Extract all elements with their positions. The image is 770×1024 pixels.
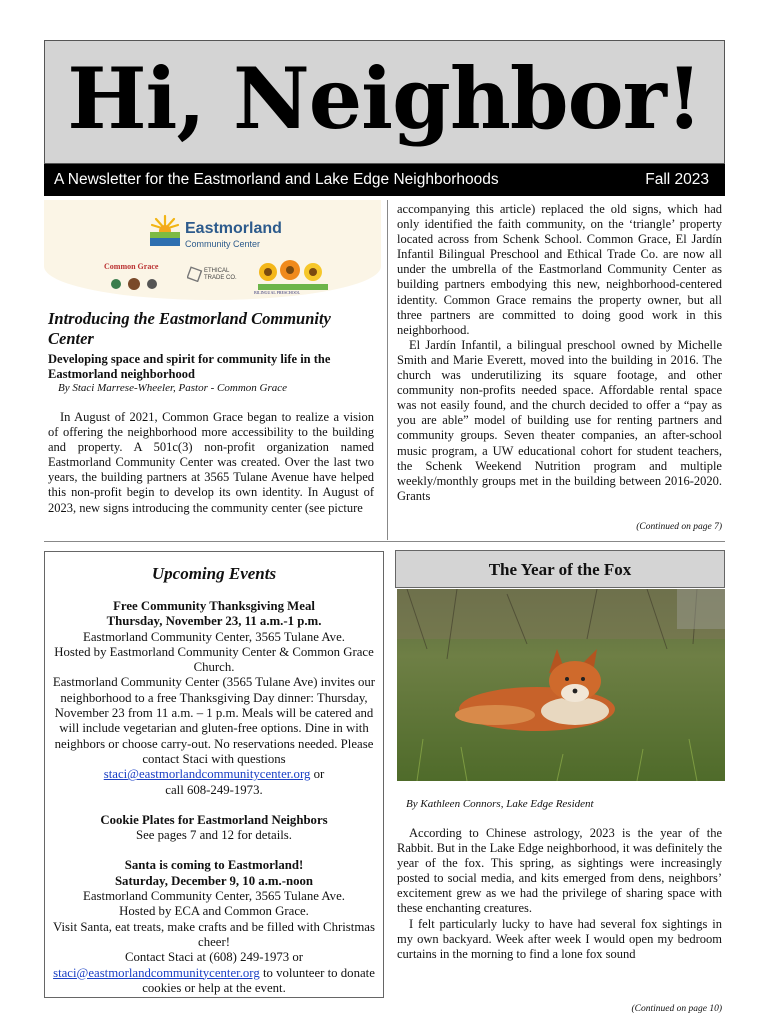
event-phone: call 608-249-1973. [165,782,263,797]
event-title: Free Community Thanksgiving Meal [113,599,315,613]
event-date: Saturday, December 9, 10 a.m.-noon [114,873,314,888]
feature-headline: Introducing the Eastmorland Community Center [48,309,331,348]
event-title: Cookie Plates for Eastmorland Neighbors [100,812,328,827]
section-divider [44,541,725,542]
event-contact: Contact Staci at (608) 249-1973 or [124,950,304,965]
fox-image-icon [397,589,725,781]
fox-continued: (Continued on page 10) [631,1004,722,1014]
email-link[interactable]: staci@eastmorlandcommunitycenter.org [53,965,260,980]
event-host: Hosted by ECA and Common Grace. [119,904,309,919]
fox-headline: The Year of the Fox [488,560,632,579]
event-contact [49,966,379,997]
fox-byline: By Kathleen Connors, Lake Edge Resident [406,798,594,810]
sunflower-logo-icon [258,258,328,290]
feature-paragraph: In August of 2021, Common Grace began to realize a vision of offering the neighborhood more accessibility to the building and property. A 501c(3) non-profit organization named Eastmorland Community Center was created. Over the last two years, the building partners at 3565 Tulane Avenue have helped this non-profit begin to develop its own identity. In August of 2023, new signs introducing the community center (see picture [48,410,374,515]
fox-photo [397,589,725,781]
eastmorland-logo-image [44,200,381,300]
feature-paragraph: El Jardín Infantil, a bilingual preschool owned by Michelle Smith and Marie Everett, moved into the building in 2016. The church was underutilizing its square footage, and other community non-profits needed space. Affordable rental space was not easily found, and the church decided to offer a “pay as you are able” model of building use for renting partners and community groups. Seven theater companies, an after-school music program, a UW educational cohort for student teachers, the Schenk Weekend Nutrition program and multiple weekly/monthly groups met in the building between 2016-2020. Grants [397,337,722,503]
logo-name-line2: Community Center [185,239,261,249]
event-contact-or: or [310,767,325,782]
common-grace-logo: Common Grace [104,262,159,271]
event-title: Santa is coming to Eastmorland! [124,858,304,873]
sunrise-logo-icon [148,214,182,248]
ethical-trade-logo: ETHICAL TRADE CO. [204,268,237,281]
event-volunteer-text: to volunteer to donate cookies or help at the event. [142,965,375,995]
event-description: See pages 7 and 12 for details. [135,828,292,843]
column-divider [387,200,388,540]
fox-paragraph: According to Chinese astrology, 2023 is the year of the Rabbit. But in the Lake Edge neighborhood, it was definitely the year of the fox. This spring, as sightings were increasingly posted to social media, and kits emerged from dens, neighbors’ excitement grew as we had the privilege of sharing space with these enchanting creatures. [397,826,722,916]
event-contact [49,767,379,782]
masthead-banner [44,164,725,196]
event-date: Thursday, November 23, 11 a.m.-1 p.m. [106,614,322,629]
fox-paragraph: I felt particularly lucky to have had several fox sightings in my own backyard. Week after week I would open my bedroom curtains in the morning to find a lone fox sound [397,916,722,961]
newsletter-title: Hi, Neighbor! [67,49,702,148]
upcoming-events-box [44,551,384,998]
masthead [44,40,725,164]
feature-dek: Developing space and spirit for community life in the Eastmorland neighborhood [48,352,331,381]
event-description: Eastmorland Community Center (3565 Tulane Ave) invites our neighborhood to a free Thanksgiving Day dinner: Thursday, November 23 from 11 a.m. – 1 p.m. Meals will be catered and will include vegetarian and gluten-free options. Dine in with neighbors or choose carry-out. No reservations needed. Please contact Staci with questions [52,675,376,766]
fox-article-header [395,550,725,588]
events-list [49,599,379,996]
feature-paragraph: accompanying this article) replaced the old signs, which had only identified the faith community, on the ‘triangle’ property located across from Schenk School. Common Grace, El Jardín Infantil Bilingual Preschool and Ethical Trade Co. are now all under the umbrella of the Eastmorland Community Center as building partners embodying this new, neighborhood-centered identity. Common Grace remains the property owner, but all three partners are committed to doing good work in this neighborhood. [397,202,722,337]
feature-continued: (Continued on page 7) [636,522,722,532]
email-link[interactable]: staci@eastmorlandcommunitycenter.org [103,767,311,782]
ethical-trade-icon [187,266,203,282]
fox-body [397,826,722,962]
issue-season: Fall 2023 [645,171,709,188]
event-location: Eastmorland Community Center, 3565 Tulane Ave. [83,889,345,904]
events-heading: Upcoming Events [151,564,277,583]
event-host: Hosted by Eastmorland Community Center & Common Grace Church. [54,644,374,675]
feature-body-right [397,202,722,504]
newsletter-subtitle: A Newsletter for the Eastmorland and Lake Edge Neighborhoods [54,171,499,188]
logo-name-line1: Eastmorland [185,220,282,237]
event-location: Eastmorland Community Center, 3565 Tulane Ave. [83,629,345,644]
feature-byline: By Staci Marrese-Wheeler, Pastor - Common Grace [58,382,288,394]
bilingual-preschool-logo: BILINGUAL PRESCHOOL [254,290,300,295]
feature-body-left [48,410,374,516]
partner-seals-icon [110,276,170,292]
event-description: Visit Santa, eat treats, make crafts and be filled with Christmas cheer! [53,919,375,949]
